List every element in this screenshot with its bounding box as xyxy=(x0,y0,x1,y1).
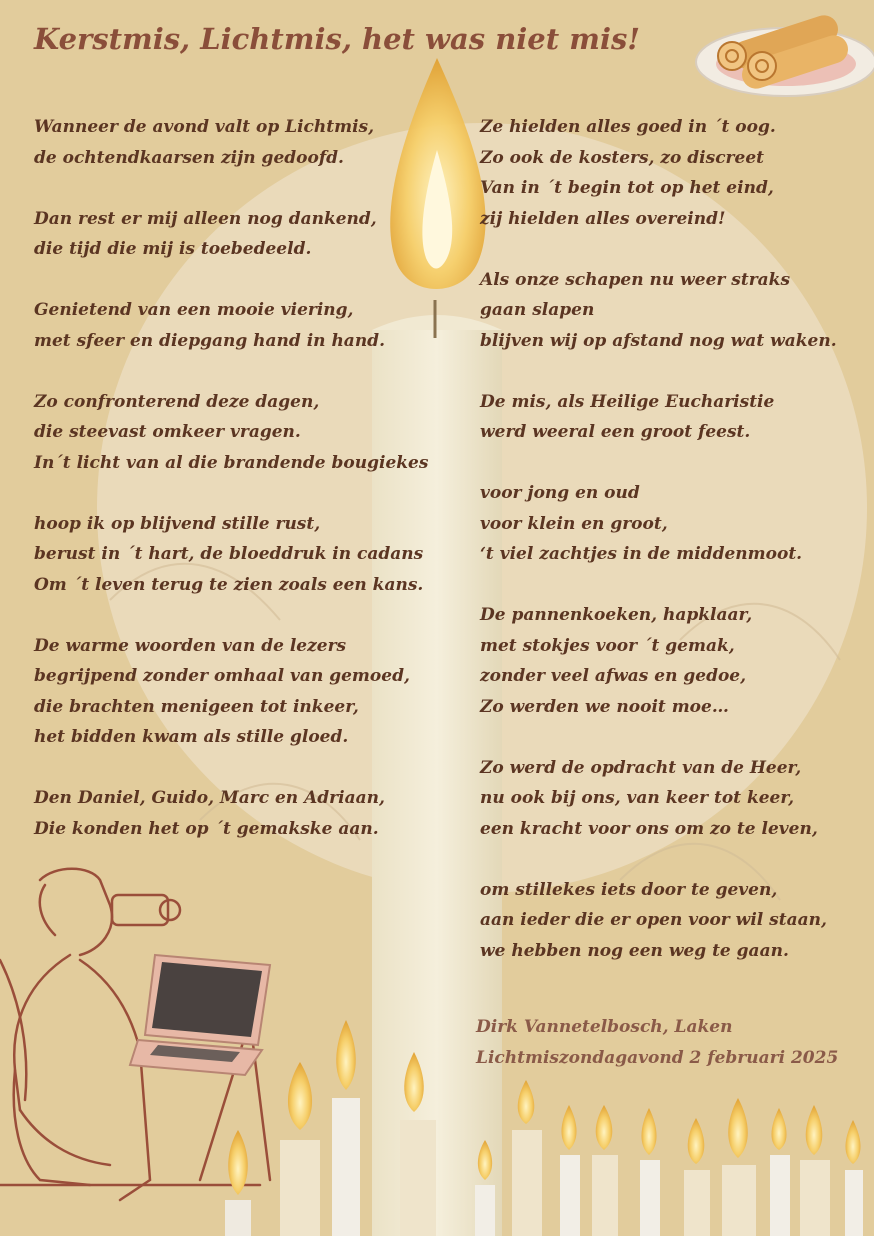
poem-line: aan ieder die er open voor wil staan, xyxy=(480,910,827,930)
poem-left-column xyxy=(34,112,474,875)
poem-line: Genietend van een mooie viering, xyxy=(34,300,354,320)
stanza xyxy=(34,112,474,173)
poem-line: In´t licht van al die brandende bougiekes xyxy=(34,452,429,473)
poem-line: die steevast omkeer vragen. xyxy=(34,422,301,442)
poem-line: ‘t viel zachtjes in de middenmoot. xyxy=(480,544,803,564)
poem-line: De mis, als Heilige Eucharistie xyxy=(480,391,775,412)
poem-line: Zo ook de kosters, zo discreet xyxy=(480,147,765,168)
signature-date: Lichtmiszondagavond 2 februari 2025 xyxy=(476,1048,839,1068)
poem-line: zonder veel afwas en gedoe, xyxy=(480,666,747,686)
poem-line: de ochtendkaarsen zijn gedoofd. xyxy=(34,147,344,168)
stanza xyxy=(34,295,474,356)
poem-line: voor jong en oud xyxy=(480,483,640,503)
stanza xyxy=(480,265,874,357)
stanza xyxy=(480,112,874,234)
stanza xyxy=(480,753,874,845)
poem-line: Ze hielden alles goed in ´t oog. xyxy=(480,117,776,137)
poem-line: we hebben nog een weg te gaan. xyxy=(480,940,789,961)
poem-right-column xyxy=(480,112,874,997)
poem-line: zij hielden alles overeind! xyxy=(480,208,726,229)
stanza xyxy=(34,631,474,753)
stanza xyxy=(34,387,474,479)
poem-line: hoop ik op blijvend stille rust, xyxy=(34,513,321,534)
poem-line: Dan rest er mij alleen nog dankend, xyxy=(34,208,377,229)
poem-line: gaan slapen xyxy=(480,300,595,320)
poem-line: werd weeral een groot feest. xyxy=(480,422,751,442)
poem-line: Als onze schapen nu weer straks xyxy=(480,269,791,290)
poem-line: die tijd die mij is toebedeeld. xyxy=(34,239,312,259)
poem-line: die brachten menigeen tot inkeer, xyxy=(34,696,359,717)
poem-line: Van in ´t begin tot op het eind, xyxy=(480,178,774,198)
poem-line: met stokjes voor ´t gemak, xyxy=(480,635,735,656)
stanza xyxy=(34,204,474,265)
poem-line: een kracht voor ons om zo te leven, xyxy=(480,818,818,839)
poem-line: om stillekes iets door te geven, xyxy=(480,879,778,900)
poem-line: Wanneer de avond valt op Lichtmis, xyxy=(34,117,375,137)
stanza xyxy=(34,783,474,844)
stanza xyxy=(480,387,874,448)
poem-line: Die konden het op ´t gemakske aan. xyxy=(34,818,379,839)
poem-line: Om ´t leven terug te zien zoals een kans. xyxy=(34,574,424,595)
stanza xyxy=(34,509,474,601)
poem-line: Zo werd de opdracht van de Heer, xyxy=(480,757,802,778)
stanza xyxy=(480,478,874,570)
poem-title: Kerstmis, Lichtmis, het was niet mis! xyxy=(34,22,641,56)
pancake-rolls-plate xyxy=(696,12,874,96)
poem-line: nu ook bij ons, van keer tot keer, xyxy=(480,788,795,808)
poem-line: met sfeer en diepgang hand in hand. xyxy=(34,330,385,351)
poem-line: Zo confronterend deze dagen, xyxy=(34,391,320,412)
poem-line: blijven wij op afstand nog wat waken. xyxy=(480,330,837,351)
stanza xyxy=(480,875,874,967)
signature-author: Dirk Vannetelbosch, Laken xyxy=(476,1017,733,1037)
poem-line: Den Daniel, Guido, Marc en Adriaan, xyxy=(34,788,385,808)
poem-line: De warme woorden van de lezers xyxy=(34,635,347,656)
signature xyxy=(476,1012,838,1074)
laptop xyxy=(130,955,270,1075)
poem-line: het bidden kwam als stille gloed. xyxy=(34,727,349,747)
poem-line: Zo werden we nooit moe… xyxy=(480,696,729,717)
poem-line: voor klein en groot, xyxy=(480,513,668,534)
stanza xyxy=(480,600,874,722)
poem-line: begrijpend zonder omhaal van gemoed, xyxy=(34,666,410,686)
poem-line: berust in ´t hart, de bloeddruk in cadans xyxy=(34,544,424,564)
poem-line: De pannenkoeken, hapklaar, xyxy=(480,605,753,625)
